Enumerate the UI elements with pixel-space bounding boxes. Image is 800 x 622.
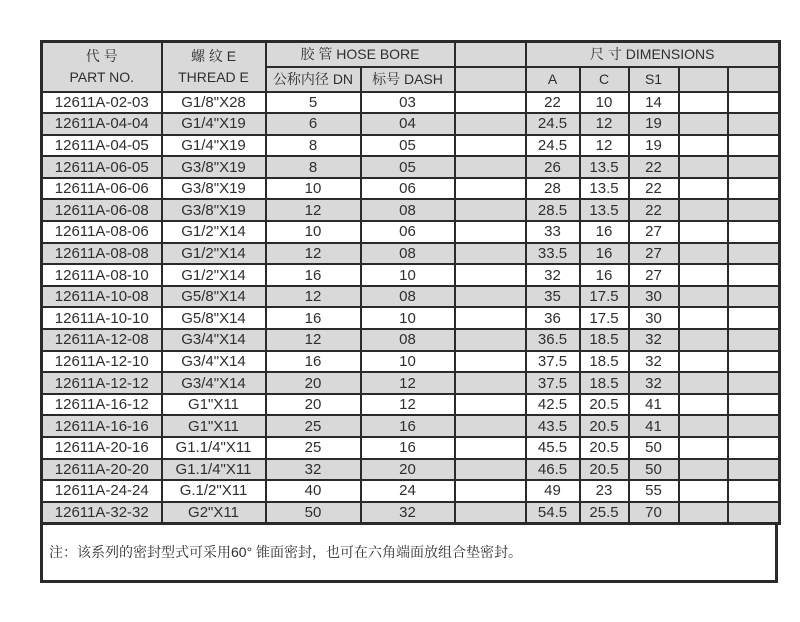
cell-s1: 50: [629, 459, 679, 481]
spacer-cell: [455, 243, 526, 265]
cell-thread: G3/4"X14: [162, 351, 266, 373]
cell-dn: 25: [266, 415, 361, 437]
cell-c: 12: [580, 113, 629, 135]
table-row: [42, 307, 780, 329]
cell-dn: 10: [266, 221, 361, 243]
cell-c: 25.5: [580, 502, 629, 524]
cell-part: 12611A-06-08: [42, 199, 162, 221]
cell-dash: 05: [361, 156, 455, 178]
cell-thread: G5/8"X14: [162, 307, 266, 329]
spacer-cell: [728, 372, 780, 394]
spacer-cell: [728, 286, 780, 308]
cell-dash: 08: [361, 199, 455, 221]
spacer-cell: [455, 135, 526, 157]
spacer-cell: [728, 156, 780, 178]
spacer-cell: [455, 92, 526, 114]
cell-part: 12611A-10-08: [42, 286, 162, 308]
table-header: [42, 42, 780, 92]
cell-dash: 06: [361, 221, 455, 243]
table-row: [42, 351, 780, 373]
spec-table: [40, 40, 781, 525]
cell-dn: 6: [266, 113, 361, 135]
cell-dn: 20: [266, 372, 361, 394]
spacer-cell: [679, 480, 728, 502]
spacer-cell: [679, 415, 728, 437]
cell-dash: 08: [361, 329, 455, 351]
spacer-cell: [455, 415, 526, 437]
note-text: 注：该系列的密封型式可采用60° 锥面密封，也可在六角端面放组合垫密封。: [49, 544, 523, 561]
cell-dash: 08: [361, 286, 455, 308]
spacer-cell: [679, 113, 728, 135]
cell-a: 45.5: [526, 437, 580, 459]
cell-s1: 22: [629, 199, 679, 221]
cell-part: 12611A-10-10: [42, 307, 162, 329]
cell-a: 36.5: [526, 329, 580, 351]
header-row-1: [42, 42, 780, 67]
table-row: [42, 459, 780, 481]
cell-part: 12611A-20-16: [42, 437, 162, 459]
cell-part: 12611A-12-12: [42, 372, 162, 394]
cell-c: 20.5: [580, 394, 629, 416]
cell-thread: G1/4"X19: [162, 113, 266, 135]
table-row: [42, 502, 780, 524]
cell-c: 18.5: [580, 351, 629, 373]
cell-part: 12611A-20-20: [42, 459, 162, 481]
cell-c: 20.5: [580, 415, 629, 437]
cell-dash: 04: [361, 113, 455, 135]
cell-part: 12611A-32-32: [42, 502, 162, 524]
cell-dash: 06: [361, 178, 455, 200]
cell-dash: 10: [361, 351, 455, 373]
cell-s1: 14: [629, 92, 679, 114]
part-no-label-cn: 代 号: [85, 48, 118, 65]
spacer-cell: [455, 156, 526, 178]
cell-c: 16: [580, 243, 629, 265]
spacer-cell: [728, 92, 780, 114]
cell-part: 12611A-04-05: [42, 135, 162, 157]
spacer-cell: [728, 307, 780, 329]
cell-thread: G.1/2"X11: [162, 480, 266, 502]
cell-a: 49: [526, 480, 580, 502]
cell-dash: 16: [361, 415, 455, 437]
note-box: [40, 525, 778, 583]
cell-c: 10: [580, 92, 629, 114]
cell-dn: 12: [266, 329, 361, 351]
cell-dash: 10: [361, 264, 455, 286]
cell-a: 46.5: [526, 459, 580, 481]
cell-thread: G3/8"X19: [162, 156, 266, 178]
cell-c: 20.5: [580, 459, 629, 481]
table-row: [42, 437, 780, 459]
table-row: [42, 264, 780, 286]
spacer-cell: [679, 329, 728, 351]
table-body: [42, 92, 780, 524]
part-no-label-en: PART NO.: [69, 68, 135, 85]
spacer-cell: [728, 178, 780, 200]
cell-s1: 32: [629, 351, 679, 373]
spacer-header-cell: [455, 67, 526, 92]
cell-a: 28: [526, 178, 580, 200]
cell-a: 33.5: [526, 243, 580, 265]
cell-dn: 16: [266, 351, 361, 373]
cell-thread: G5/8"X14: [162, 286, 266, 308]
spacer-cell: [679, 394, 728, 416]
cell-a: 22: [526, 92, 580, 114]
cell-thread: G3/4"X14: [162, 372, 266, 394]
cell-dn: 12: [266, 243, 361, 265]
thread-label-en: THREAD E: [178, 68, 249, 85]
spacer-cell: [728, 459, 780, 481]
cell-thread: G1/2"X14: [162, 221, 266, 243]
cell-c: 18.5: [580, 329, 629, 351]
cell-a: 26: [526, 156, 580, 178]
cell-s1: 22: [629, 178, 679, 200]
cell-s1: 30: [629, 286, 679, 308]
cell-thread: G1/8"X28: [162, 92, 266, 114]
cell-c: 16: [580, 264, 629, 286]
cell-thread: G1/4"X19: [162, 135, 266, 157]
cell-a: 28.5: [526, 199, 580, 221]
cell-a: 37.5: [526, 372, 580, 394]
spacer-cell: [679, 372, 728, 394]
cell-dash: 12: [361, 372, 455, 394]
cell-c: 16: [580, 221, 629, 243]
cell-s1: 27: [629, 243, 679, 265]
table-row: [42, 221, 780, 243]
cell-s1: 19: [629, 135, 679, 157]
cell-s1: 32: [629, 372, 679, 394]
spacer-cell: [728, 437, 780, 459]
cell-s1: 30: [629, 307, 679, 329]
cell-s1: 27: [629, 221, 679, 243]
table-row: [42, 243, 780, 265]
table-row: [42, 92, 780, 114]
spacer-cell: [455, 199, 526, 221]
cell-dn: 16: [266, 264, 361, 286]
spacer-cell: [728, 415, 780, 437]
cell-dash: 05: [361, 135, 455, 157]
cell-s1: 22: [629, 156, 679, 178]
spacer-cell: [455, 502, 526, 524]
spacer-header-cell: [728, 67, 780, 92]
spacer-cell: [455, 372, 526, 394]
spacer-cell: [455, 459, 526, 481]
table-row: [42, 372, 780, 394]
col-header-a: A: [526, 67, 580, 92]
spacer-cell: [679, 437, 728, 459]
cell-thread: G3/8"X19: [162, 199, 266, 221]
col-header-dash: 标号 DASH: [361, 67, 455, 92]
cell-a: 42.5: [526, 394, 580, 416]
cell-a: 37.5: [526, 351, 580, 373]
cell-a: 33: [526, 221, 580, 243]
cell-dash: 20: [361, 459, 455, 481]
cell-a: 32: [526, 264, 580, 286]
cell-part: 12611A-12-08: [42, 329, 162, 351]
spacer-cell: [455, 307, 526, 329]
table-row: [42, 178, 780, 200]
spacer-cell: [455, 286, 526, 308]
cell-a: 43.5: [526, 415, 580, 437]
cell-part: 12611A-12-10: [42, 351, 162, 373]
cell-dash: 10: [361, 307, 455, 329]
cell-thread: G1.1/4"X11: [162, 459, 266, 481]
cell-dn: 8: [266, 156, 361, 178]
cell-s1: 41: [629, 415, 679, 437]
spacer-cell: [728, 199, 780, 221]
cell-dash: 03: [361, 92, 455, 114]
group-header-dimensions: 尺 寸 DIMENSIONS: [526, 42, 780, 67]
spec-document: [40, 40, 778, 583]
cell-a: 35: [526, 286, 580, 308]
spacer-cell: [728, 243, 780, 265]
cell-thread: G1.1/4"X11: [162, 437, 266, 459]
cell-part: 12611A-02-03: [42, 92, 162, 114]
cell-c: 13.5: [580, 178, 629, 200]
cell-c: 18.5: [580, 372, 629, 394]
col-header-part-no: [42, 42, 162, 92]
spacer-cell: [455, 480, 526, 502]
table-row: [42, 329, 780, 351]
cell-dn: 50: [266, 502, 361, 524]
cell-a: 36: [526, 307, 580, 329]
cell-dn: 25: [266, 437, 361, 459]
table-row: [42, 156, 780, 178]
cell-thread: G1"X11: [162, 394, 266, 416]
spacer-header-cell: [455, 42, 526, 67]
spacer-cell: [728, 135, 780, 157]
spacer-cell: [679, 459, 728, 481]
spacer-cell: [728, 221, 780, 243]
cell-part: 12611A-04-04: [42, 113, 162, 135]
cell-dn: 20: [266, 394, 361, 416]
spacer-cell: [455, 264, 526, 286]
cell-part: 12611A-16-16: [42, 415, 162, 437]
cell-thread: G1/2"X14: [162, 264, 266, 286]
cell-dn: 12: [266, 199, 361, 221]
spacer-cell: [679, 286, 728, 308]
cell-dash: 24: [361, 480, 455, 502]
spacer-cell: [455, 113, 526, 135]
spacer-cell: [455, 221, 526, 243]
cell-s1: 50: [629, 437, 679, 459]
spacer-cell: [728, 329, 780, 351]
group-header-hose-bore: 胶 管 HOSE BORE: [266, 42, 455, 67]
cell-dash: 08: [361, 243, 455, 265]
col-header-s1: S1: [629, 67, 679, 92]
cell-c: 12: [580, 135, 629, 157]
cell-s1: 27: [629, 264, 679, 286]
cell-dn: 40: [266, 480, 361, 502]
cell-dash: 12: [361, 394, 455, 416]
col-header-dn: 公称内径 DN: [266, 67, 361, 92]
spacer-cell: [679, 351, 728, 373]
spacer-cell: [728, 502, 780, 524]
cell-s1: 41: [629, 394, 679, 416]
spacer-cell: [728, 351, 780, 373]
cell-c: 17.5: [580, 286, 629, 308]
cell-part: 12611A-06-06: [42, 178, 162, 200]
cell-dn: 5: [266, 92, 361, 114]
cell-dn: 12: [266, 286, 361, 308]
cell-part: 12611A-16-12: [42, 394, 162, 416]
cell-dn: 16: [266, 307, 361, 329]
spacer-cell: [679, 264, 728, 286]
thread-label-cn: 螺 纹 E: [190, 48, 237, 65]
cell-thread: G1/2"X14: [162, 243, 266, 265]
spacer-cell: [679, 307, 728, 329]
cell-dash: 16: [361, 437, 455, 459]
spacer-cell: [679, 156, 728, 178]
table-row: [42, 113, 780, 135]
spacer-cell: [728, 480, 780, 502]
cell-c: 23: [580, 480, 629, 502]
spacer-cell: [679, 92, 728, 114]
cell-part: 12611A-08-06: [42, 221, 162, 243]
spacer-cell: [679, 243, 728, 265]
cell-c: 17.5: [580, 307, 629, 329]
spacer-cell: [728, 264, 780, 286]
cell-c: 13.5: [580, 199, 629, 221]
table-row: [42, 394, 780, 416]
cell-dash: 32: [361, 502, 455, 524]
cell-thread: G3/8"X19: [162, 178, 266, 200]
cell-a: 54.5: [526, 502, 580, 524]
cell-s1: 55: [629, 480, 679, 502]
cell-dn: 8: [266, 135, 361, 157]
cell-a: 24.5: [526, 135, 580, 157]
spacer-cell: [728, 394, 780, 416]
cell-dn: 10: [266, 178, 361, 200]
cell-part: 12611A-06-05: [42, 156, 162, 178]
cell-part: 12611A-24-24: [42, 480, 162, 502]
table-row: [42, 415, 780, 437]
table-row: [42, 135, 780, 157]
cell-c: 13.5: [580, 156, 629, 178]
table-row: [42, 199, 780, 221]
cell-thread: G3/4"X14: [162, 329, 266, 351]
table-row: [42, 286, 780, 308]
cell-s1: 70: [629, 502, 679, 524]
cell-part: 12611A-08-08: [42, 243, 162, 265]
col-header-c: C: [580, 67, 629, 92]
spacer-cell: [728, 113, 780, 135]
spacer-cell: [455, 329, 526, 351]
cell-a: 24.5: [526, 113, 580, 135]
spacer-cell: [455, 351, 526, 373]
spacer-cell: [679, 135, 728, 157]
spacer-cell: [455, 437, 526, 459]
col-header-thread: [162, 42, 266, 92]
table-row: [42, 480, 780, 502]
cell-c: 20.5: [580, 437, 629, 459]
cell-s1: 32: [629, 329, 679, 351]
cell-dn: 32: [266, 459, 361, 481]
cell-thread: G2"X11: [162, 502, 266, 524]
spacer-cell: [455, 178, 526, 200]
spacer-cell: [679, 178, 728, 200]
spacer-header-cell: [679, 67, 728, 92]
spacer-cell: [679, 199, 728, 221]
cell-part: 12611A-08-10: [42, 264, 162, 286]
spacer-cell: [679, 221, 728, 243]
spacer-cell: [679, 502, 728, 524]
cell-thread: G1"X11: [162, 415, 266, 437]
spacer-cell: [455, 394, 526, 416]
cell-s1: 19: [629, 113, 679, 135]
